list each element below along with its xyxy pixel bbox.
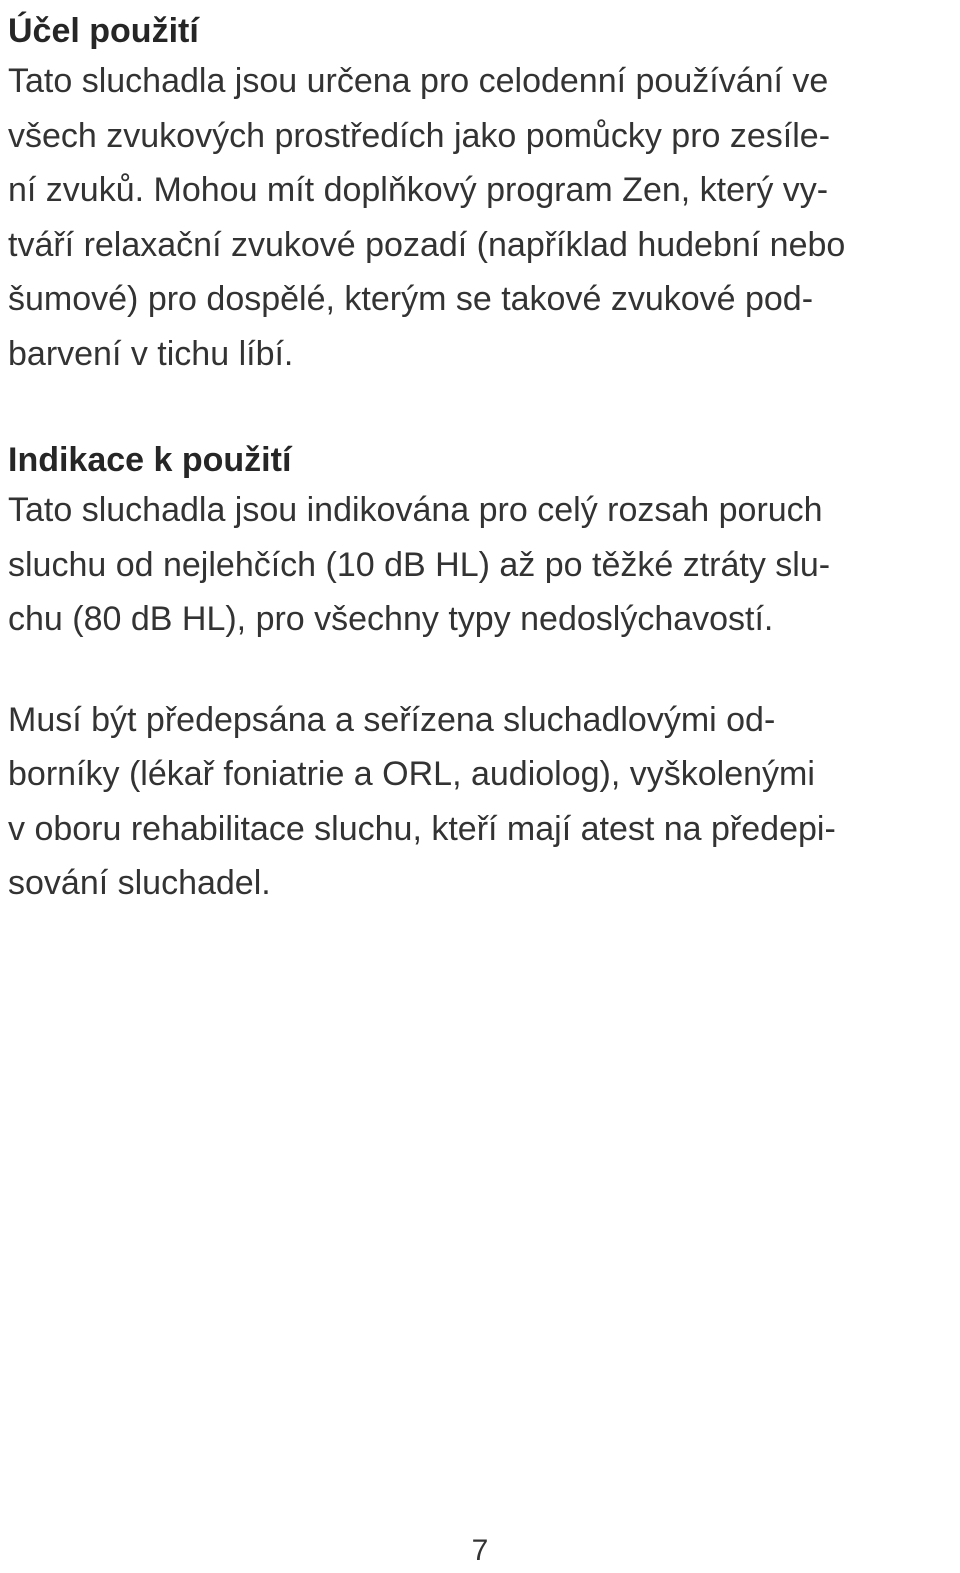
text-line: všech zvukových prostředích jako pomůcky pro zesíle- — [8, 116, 831, 155]
text-line: v oboru rehabilitace sluchu, kteří mají atest na předepi- — [8, 809, 836, 848]
paragraph-purpose — [8, 54, 954, 381]
text-line: tváří relaxační zvukové pozadí (například hudební nebo — [8, 225, 846, 264]
section-purpose — [8, 8, 954, 381]
paragraph-indications — [8, 483, 954, 647]
text-line: Tato sluchadla jsou určena pro celodenní používání ve — [8, 62, 829, 100]
text-line: šumové) pro dospělé, kterým se takové zvukové pod- — [8, 280, 814, 318]
text-line: Musí být předepsána a seřízena sluchadlovými od- — [8, 700, 776, 739]
text-line: ní zvuků. Mohou mít doplňkový program Zen, který vy- — [8, 171, 829, 209]
paragraph-prescription — [8, 693, 954, 911]
text-line: Tato sluchadla jsou indikována pro celý rozsah poruch — [8, 491, 823, 529]
text-line: sování sluchadel. — [8, 864, 271, 902]
section-indications — [8, 437, 954, 647]
section-heading-purpose: Účel použití — [8, 12, 199, 50]
page-number: 7 — [471, 1534, 489, 1567]
text-line: borníky (lékař foniatrie a ORL, audiolog), vyškolenými — [8, 755, 815, 793]
section-heading-indications: Indikace k použití — [8, 441, 292, 479]
text-line: barvení v tichu líbí. — [8, 334, 294, 373]
text-line: sluchu od nejlehčích (10 dB HL) až po těžké ztráty slu- — [8, 545, 831, 584]
document-page — [8, 0, 954, 911]
text-line: chu (80 dB HL), pro všechny typy nedoslýchavostí. — [8, 600, 774, 638]
